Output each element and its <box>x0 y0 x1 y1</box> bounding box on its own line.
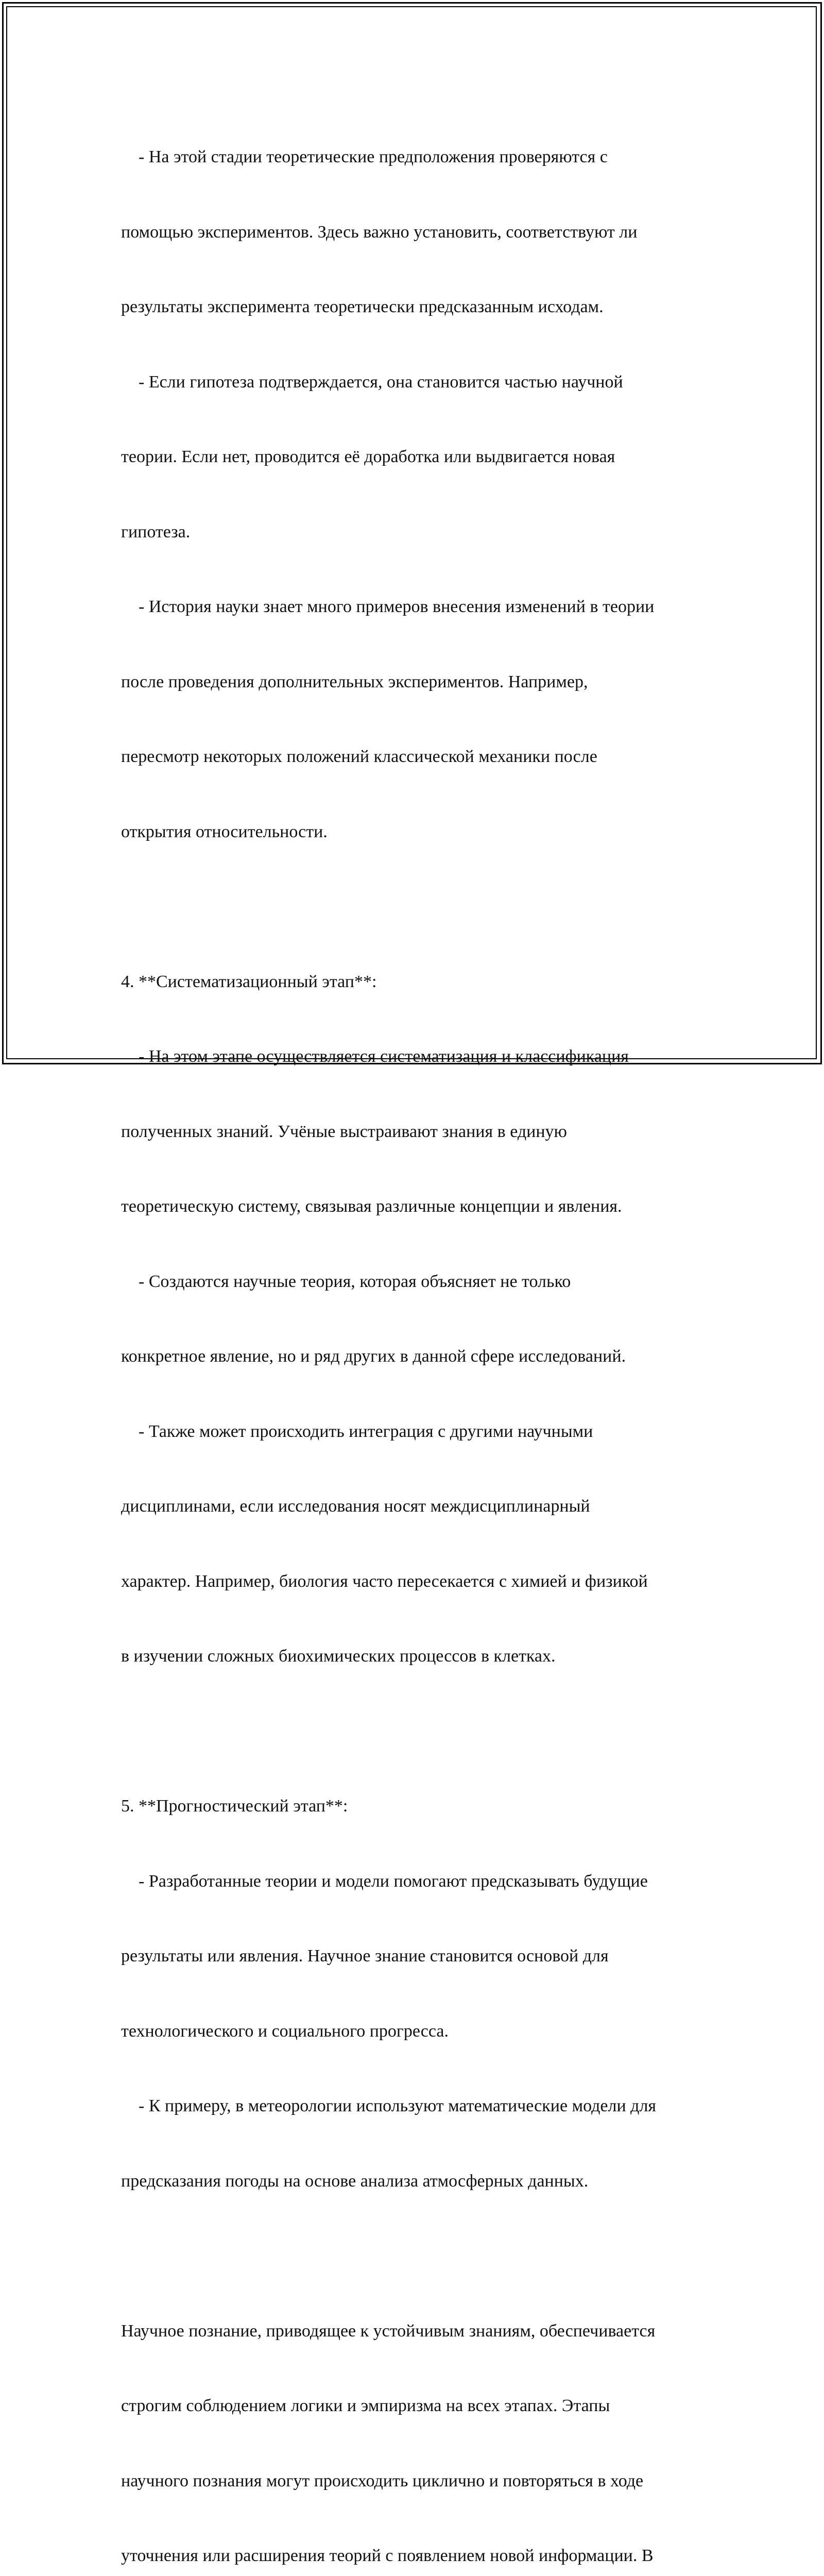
text-line: - На этом этапе осуществляется систематизация и классификация <box>121 1047 629 1066</box>
blank-line <box>121 1719 729 1744</box>
text-line: строгим соблюдением логики и эмпиризма на всех этапах. Этапы <box>121 2396 610 2415</box>
text-line: результаты эксперимента теоретически предсказанным исходам. <box>121 297 604 316</box>
text-line: помощью экспериментов. Здесь важно установить, соответствуют ли <box>121 222 638 242</box>
text-line: теоретическую систему, связывая различные концепции и явления. <box>121 1197 622 1216</box>
text-line: технологического и социального прогресса. <box>121 2021 449 2041</box>
text-line: после проведения дополнительных экспериментов. Например, <box>121 672 588 691</box>
text-line: уточнения или расширения теорий с появлением новой информации. В <box>121 2546 654 2565</box>
text-line: - Если гипотеза подтверждается, она становится частью научной <box>121 372 623 392</box>
section-heading: 4. **Систематизационный этап**: <box>121 972 377 991</box>
document-body <box>121 95 729 2576</box>
text-line: - На этой стадии теоретические предположения проверяются с <box>121 147 608 166</box>
text-line: - Также может происходить интеграция с другими научными <box>121 1421 593 1441</box>
text-line: дисциплинами, если исследования носят междисциплинарный <box>121 1497 590 1516</box>
text-line: научного познания могут происходить циклично и повторяться в ходе <box>121 2471 644 2490</box>
text-line: - Разработанные теории и модели помогают предсказывать будущие <box>121 1871 648 1891</box>
text-line: - Создаются научные теория, которая объясняет не только <box>121 1272 571 1291</box>
text-line: - История науки знает много примеров внесения изменений в теории <box>121 597 655 616</box>
text-line: теории. Если нет, проводится её доработка или выдвигается новая <box>121 447 615 466</box>
blank-line <box>121 2244 729 2269</box>
text-line: предсказания погоды на основе анализа атмосферных данных. <box>121 2171 589 2191</box>
text-line: гипотеза. <box>121 522 191 541</box>
text-line: в изучении сложных биохимических процессов в клетках. <box>121 1647 556 1666</box>
text-line: характер. Например, биология часто пересекается с химией и физикой <box>121 1571 648 1591</box>
text-line: Научное познание, приводящее к устойчивым знаниям, обеспечивается <box>121 2321 656 2341</box>
blank-line <box>121 894 729 920</box>
text-line: пересмотр некоторых положений классической механики после <box>121 747 597 766</box>
text-line: конкретное явление, но и ряд других в данной сфере исследований. <box>121 1347 626 1366</box>
section-heading: 5. **Прогностический этап**: <box>121 1797 348 1816</box>
text-line: полученных знаний. Учёные выстраивают знания в единую <box>121 1122 567 1141</box>
text-line: - К примеру, в метеорологии используют математические модели для <box>121 2096 657 2115</box>
text-line: результаты или явления. Научное знание становится основой для <box>121 1946 609 1965</box>
text-line: открытия относительности. <box>121 822 328 841</box>
